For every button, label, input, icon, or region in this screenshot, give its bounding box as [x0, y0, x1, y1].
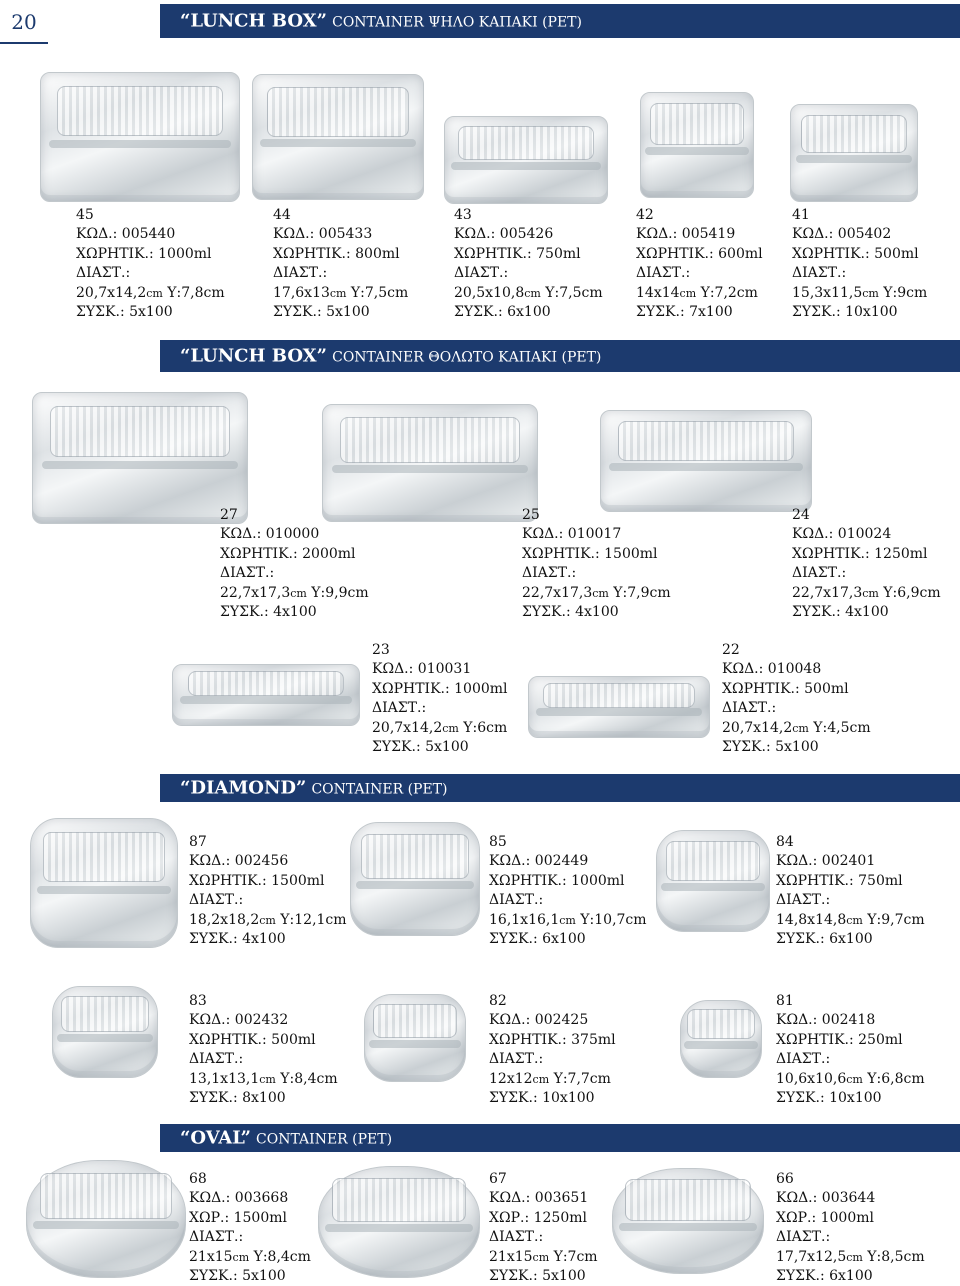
product-code: ΚΩΔ.: 003644	[776, 1190, 876, 1207]
product-packing: ΣΥΣΚ.: 8x100	[189, 1090, 286, 1107]
product-capacity: ΧΩΡΗΤΙΚ.: 250ml	[776, 1031, 903, 1048]
product-code: ΚΩΔ.: 005402	[792, 226, 892, 243]
product-capacity: ΧΩΡ.: 1500ml	[189, 1209, 287, 1226]
product-photo	[528, 676, 710, 738]
product-capacity: ΧΩΡΗΤΙΚ.: 750ml	[776, 872, 903, 889]
product-photo	[32, 392, 248, 524]
product-dimensions: 17,6x13cm Υ:7,5cm	[273, 284, 409, 301]
product-code: ΚΩΔ.: 010017	[522, 526, 622, 543]
section-title-small: CONTAINER (PET)	[256, 1131, 393, 1148]
product-capacity: ΧΩΡΗΤΙΚ.: 1000ml	[372, 680, 508, 697]
product-dimensions-label: ΔΙΑΣΤ.:	[189, 1229, 244, 1246]
product-packing: ΣΥΣΚ.: 6x100	[776, 931, 873, 948]
section-title-small: CONTAINER (PET)	[311, 781, 448, 798]
product-dimensions: 14,8x14,8cm Υ:9,7cm	[776, 911, 925, 928]
product-capacity: ΧΩΡΗΤΙΚ.: 2000ml	[220, 545, 356, 562]
product-87	[189, 833, 347, 949]
product-code: ΚΩΔ.: 005419	[636, 226, 736, 243]
product-dimensions-label: ΔΙΑΣΤ.:	[372, 700, 427, 717]
product-code: ΚΩΔ.: 002425	[489, 1012, 589, 1029]
product-packing: ΣΥΣΚ.: 5x100	[372, 739, 469, 756]
product-photo	[26, 1160, 186, 1278]
product-code: ΚΩΔ.: 010031	[372, 661, 472, 678]
product-capacity: ΧΩΡΗΤΙΚ.: 375ml	[489, 1031, 616, 1048]
product-packing: ΣΥΣΚ.: 4x100	[792, 604, 889, 621]
product-packing: ΣΥΣΚ.: 5x100	[76, 304, 173, 321]
product-dimensions: 10,6x10,6cm Υ:6,8cm	[776, 1070, 925, 1087]
section-title-big: “LUNCH BOX”	[180, 345, 328, 367]
product-dimensions: 14x14cm Υ:7,2cm	[636, 284, 758, 301]
product-capacity: ΧΩΡΗΤΙΚ.: 1250ml	[792, 545, 928, 562]
product-24	[792, 506, 941, 622]
product-capacity: ΧΩΡΗΤΙΚ.: 1000ml	[76, 245, 212, 262]
product-packing: ΣΥΣΚ.: 7x100	[636, 304, 733, 321]
section-band-oval	[160, 1124, 960, 1152]
product-dimensions: 20,7x14,2cm Υ:6cm	[372, 719, 508, 736]
product-capacity: ΧΩΡΗΤΙΚ.: 1500ml	[189, 872, 325, 889]
product-dimensions-label: ΔΙΑΣΤ.:	[636, 265, 691, 282]
product-photo	[52, 986, 158, 1078]
product-packing: ΣΥΣΚ.: 6x100	[776, 1268, 873, 1285]
product-dimensions-label: ΔΙΑΣΤ.:	[776, 1051, 831, 1068]
product-packing: ΣΥΣΚ.: 5x100	[722, 739, 819, 756]
product-dimensions-label: ΔΙΑΣΤ.:	[189, 1051, 244, 1068]
product-photo	[600, 410, 812, 512]
product-dimensions-label: ΔΙΑΣΤ.:	[454, 265, 509, 282]
product-photo	[640, 92, 754, 198]
product-photo	[322, 404, 538, 522]
product-dimensions: 20,7x14,2cm Υ:4,5cm	[722, 719, 871, 736]
product-45	[76, 206, 225, 322]
product-photo	[680, 1000, 762, 1078]
product-photo	[350, 822, 480, 936]
product-dimensions: 22,7x17,3cm Υ:9,9cm	[220, 584, 369, 601]
section-band-lunch-dome	[160, 340, 960, 372]
product-number: 85	[489, 834, 507, 850]
product-photo	[30, 818, 178, 948]
product-packing: ΣΥΣΚ.: 10x100	[792, 304, 898, 321]
product-68	[189, 1170, 311, 1286]
product-dimensions-label: ΔΙΑΣΤ.:	[776, 892, 831, 909]
product-packing: ΣΥΣΚ.: 6x100	[454, 304, 551, 321]
product-dimensions-label: ΔΙΑΣΤ.:	[792, 565, 847, 582]
product-43	[454, 206, 603, 322]
section-title-oval	[180, 1128, 392, 1149]
product-number: 81	[776, 993, 794, 1009]
product-photo	[656, 830, 770, 932]
product-number: 24	[792, 507, 810, 523]
product-dimensions: 22,7x17,3cm Υ:7,9cm	[522, 584, 671, 601]
product-capacity: ΧΩΡΗΤΙΚ.: 600ml	[636, 245, 763, 262]
product-66	[776, 1170, 925, 1286]
product-photo	[364, 994, 466, 1082]
product-code: ΚΩΔ.: 010024	[792, 526, 892, 543]
product-code: ΚΩΔ.: 002432	[189, 1012, 289, 1029]
product-number: 41	[792, 207, 810, 223]
product-25	[522, 506, 671, 622]
product-number: 25	[522, 507, 540, 523]
product-dimensions-label: ΔΙΑΣΤ.:	[776, 1229, 831, 1246]
product-dimensions: 17,7x12,5cm Υ:8,5cm	[776, 1248, 925, 1265]
product-dimensions-label: ΔΙΑΣΤ.:	[76, 265, 131, 282]
page-number: 20	[0, 0, 48, 44]
product-number: 82	[489, 993, 507, 1009]
product-capacity: ΧΩΡ.: 1000ml	[776, 1209, 874, 1226]
product-photo	[444, 116, 608, 204]
product-capacity: ΧΩΡΗΤΙΚ.: 800ml	[273, 245, 400, 262]
product-number: 83	[189, 993, 207, 1009]
product-packing: ΣΥΣΚ.: 5x100	[273, 304, 370, 321]
product-dimensions-label: ΔΙΑΣΤ.:	[489, 892, 544, 909]
product-photo	[172, 664, 360, 726]
product-packing: ΣΥΣΚ.: 5x100	[189, 1268, 286, 1285]
product-dimensions: 12x12cm Υ:7,7cm	[489, 1070, 611, 1087]
section-title-lunch-dome	[180, 346, 601, 367]
product-67	[489, 1170, 598, 1286]
product-dimensions: 20,7x14,2cm Υ:7,8cm	[76, 284, 225, 301]
product-number: 66	[776, 1171, 794, 1187]
product-23	[372, 641, 508, 757]
product-number: 42	[636, 207, 654, 223]
product-85	[489, 833, 647, 949]
product-code: ΚΩΔ.: 003651	[489, 1190, 589, 1207]
product-dimensions-label: ΔΙΑΣΤ.:	[489, 1051, 544, 1068]
product-dimensions: 21x15cm Υ:8,4cm	[189, 1248, 311, 1265]
product-number: 68	[189, 1171, 207, 1187]
product-code: ΚΩΔ.: 002401	[776, 853, 876, 870]
product-84	[776, 833, 925, 949]
product-dimensions-label: ΔΙΑΣΤ.:	[189, 892, 244, 909]
product-dimensions-label: ΔΙΑΣΤ.:	[522, 565, 577, 582]
product-number: 84	[776, 834, 794, 850]
product-number: 27	[220, 507, 238, 523]
product-photo	[612, 1168, 764, 1274]
section-title-big: “DIAMOND”	[180, 777, 307, 799]
product-83	[189, 992, 338, 1108]
section-title-lunch-high	[180, 11, 582, 32]
product-dimensions: 13,1x13,1cm Υ:8,4cm	[189, 1070, 338, 1087]
product-dimensions: 20,5x10,8cm Υ:7,5cm	[454, 284, 603, 301]
product-photo	[318, 1166, 480, 1278]
product-dimensions-label: ΔΙΑΣΤ.:	[220, 565, 275, 582]
product-dimensions-label: ΔΙΑΣΤ.:	[273, 265, 328, 282]
product-27	[220, 506, 369, 622]
product-packing: ΣΥΣΚ.: 4x100	[189, 931, 286, 948]
product-code: ΚΩΔ.: 010048	[722, 661, 822, 678]
section-band-diamond	[160, 774, 960, 802]
section-title-big: “OVAL”	[180, 1127, 251, 1149]
product-dimensions: 22,7x17,3cm Υ:6,9cm	[792, 584, 941, 601]
product-capacity: ΧΩΡΗΤΙΚ.: 1500ml	[522, 545, 658, 562]
product-photo	[40, 72, 240, 202]
section-title-small: CONTAINER ΘΟΛΩΤΟ ΚΑΠΑΚΙ (PET)	[332, 349, 602, 366]
product-dimensions: 21x15cm Υ:7cm	[489, 1248, 598, 1265]
product-packing: ΣΥΣΚ.: 4x100	[220, 604, 317, 621]
product-packing: ΣΥΣΚ.: 10x100	[776, 1090, 882, 1107]
product-capacity: ΧΩΡ.: 1250ml	[489, 1209, 587, 1226]
product-81	[776, 992, 925, 1108]
section-title-small: CONTAINER ΨΗΛΟ ΚΑΠΑΚΙ (PET)	[332, 14, 582, 31]
product-code: ΚΩΔ.: 002456	[189, 853, 289, 870]
product-packing: ΣΥΣΚ.: 6x100	[489, 931, 586, 948]
product-dimensions-label: ΔΙΑΣΤ.:	[792, 265, 847, 282]
product-code: ΚΩΔ.: 002449	[489, 853, 589, 870]
product-82	[489, 992, 616, 1108]
product-22	[722, 641, 871, 757]
product-capacity: ΧΩΡΗΤΙΚ.: 750ml	[454, 245, 581, 262]
product-dimensions: 15,3x11,5cm Υ:9cm	[792, 284, 928, 301]
product-number: 22	[722, 642, 740, 658]
product-packing: ΣΥΣΚ.: 5x100	[489, 1268, 586, 1285]
product-packing: ΣΥΣΚ.: 10x100	[489, 1090, 595, 1107]
product-dimensions-label: ΔΙΑΣΤ.:	[489, 1229, 544, 1246]
product-dimensions: 16,1x16,1cm Υ:10,7cm	[489, 911, 647, 928]
product-code: ΚΩΔ.: 005426	[454, 226, 554, 243]
product-capacity: ΧΩΡΗΤΙΚ.: 500ml	[722, 680, 849, 697]
product-photo	[790, 104, 918, 202]
product-42	[636, 206, 763, 322]
product-number: 43	[454, 207, 472, 223]
product-code: ΚΩΔ.: 002418	[776, 1012, 876, 1029]
product-capacity: ΧΩΡΗΤΙΚ.: 1000ml	[489, 872, 625, 889]
product-code: ΚΩΔ.: 005440	[76, 226, 176, 243]
section-title-big: “LUNCH BOX”	[180, 10, 328, 32]
product-code: ΚΩΔ.: 010000	[220, 526, 320, 543]
product-44	[273, 206, 408, 322]
section-title-diamond	[180, 778, 447, 799]
product-number: 67	[489, 1171, 507, 1187]
product-number: 45	[76, 207, 94, 223]
product-41	[792, 206, 927, 322]
product-packing: ΣΥΣΚ.: 4x100	[522, 604, 619, 621]
product-dimensions-label: ΔΙΑΣΤ.:	[722, 700, 777, 717]
product-number: 87	[189, 834, 207, 850]
section-band-lunch-high	[160, 4, 960, 38]
product-code: ΚΩΔ.: 003668	[189, 1190, 289, 1207]
product-capacity: ΧΩΡΗΤΙΚ.: 500ml	[189, 1031, 316, 1048]
product-dimensions: 18,2x18,2cm Υ:12,1cm	[189, 911, 347, 928]
product-number: 44	[273, 207, 291, 223]
product-capacity: ΧΩΡΗΤΙΚ.: 500ml	[792, 245, 919, 262]
product-code: ΚΩΔ.: 005433	[273, 226, 373, 243]
product-photo	[252, 74, 424, 200]
product-number: 23	[372, 642, 390, 658]
